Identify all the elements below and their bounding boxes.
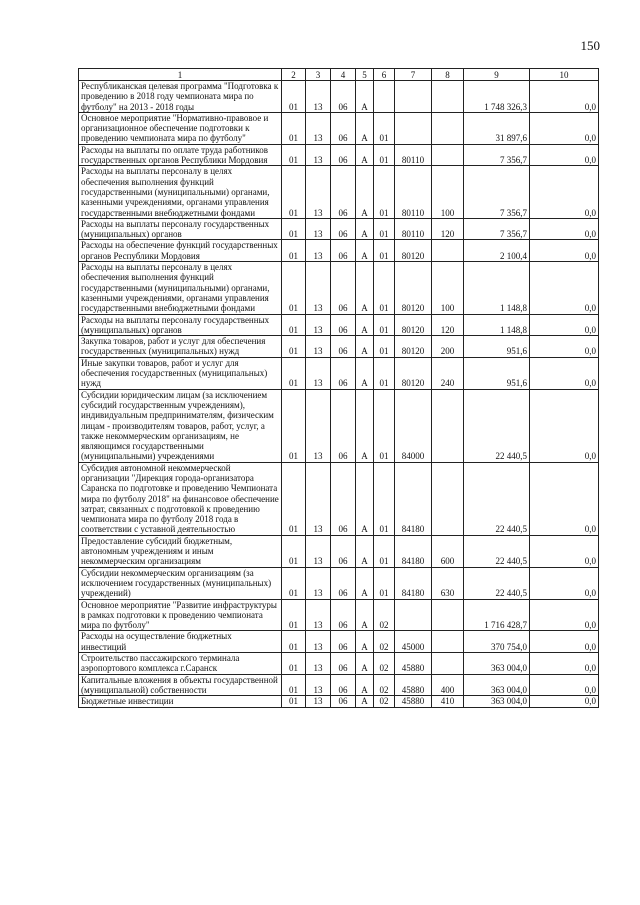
expense-type-cell: 200: [432, 336, 464, 358]
program-code-cell: 06: [331, 144, 356, 166]
column-header: 5: [356, 69, 374, 81]
amount-cell: 0,0: [530, 567, 599, 599]
program-code-cell: 06: [331, 674, 356, 696]
subprogram-code-cell: А: [356, 144, 374, 166]
activity-code-cell: 01: [374, 535, 395, 567]
expense-type-cell: 400: [432, 674, 464, 696]
row-name-cell: Капитальные вложения в объекты государственной (муниципальной) собственности: [79, 674, 282, 696]
row-name-cell: Строительство пассажирского терминала аэропортового комплекса г.Саранск: [79, 653, 282, 675]
table-body: [79, 81, 599, 708]
activity-code-cell: 01: [374, 218, 395, 240]
row-name-cell: Субсидии некоммерческим организациям (за исключением государственных (муниципальных) учреждений): [79, 567, 282, 599]
direction-code-cell: 45880: [395, 696, 432, 707]
program-code-cell: 06: [331, 567, 356, 599]
amount-cell: 0,0: [530, 462, 599, 535]
amount-cell: 22 440,5: [464, 389, 530, 462]
amount-cell: 0,0: [530, 535, 599, 567]
section-code-cell: 01: [282, 462, 306, 535]
program-code-cell: 06: [331, 357, 356, 389]
row-name-cell: Расходы на осуществление бюджетных инвестиций: [79, 631, 282, 653]
subsection-code-cell: 13: [306, 112, 331, 144]
table-row: [79, 81, 599, 113]
row-name-cell: Расходы на выплаты по оплате труда работников государственных органов Республики Мордовия: [79, 144, 282, 166]
section-code-cell: 01: [282, 567, 306, 599]
direction-code-cell: 45880: [395, 674, 432, 696]
activity-code-cell: 01: [374, 314, 395, 336]
column-header: 9: [464, 69, 530, 81]
activity-code-cell: 02: [374, 631, 395, 653]
subsection-code-cell: 13: [306, 653, 331, 675]
program-code-cell: 06: [331, 166, 356, 218]
subsection-code-cell: 13: [306, 462, 331, 535]
section-code-cell: 01: [282, 631, 306, 653]
expense-type-cell: [432, 112, 464, 144]
table-row: [79, 599, 599, 631]
amount-cell: 363 004,0: [464, 674, 530, 696]
subprogram-code-cell: А: [356, 218, 374, 240]
program-code-cell: 06: [331, 535, 356, 567]
expense-type-cell: [432, 81, 464, 113]
expense-type-cell: [432, 653, 464, 675]
column-header: 7: [395, 69, 432, 81]
subsection-code-cell: 13: [306, 144, 331, 166]
table-row: [79, 653, 599, 675]
section-code-cell: 01: [282, 112, 306, 144]
row-name-cell: Расходы на выплаты персоналу в целях обеспечения выполнения функций государственными (муниципальными) органами, казенными учреждениями, органами управления государственными внебюджетными фондами: [79, 166, 282, 218]
expense-type-cell: 240: [432, 357, 464, 389]
amount-cell: 0,0: [530, 631, 599, 653]
subsection-code-cell: 13: [306, 631, 331, 653]
activity-code-cell: 02: [374, 599, 395, 631]
program-code-cell: 06: [331, 112, 356, 144]
subsection-code-cell: 13: [306, 314, 331, 336]
table-row: [79, 567, 599, 599]
table-row: [79, 112, 599, 144]
subsection-code-cell: 13: [306, 357, 331, 389]
subsection-code-cell: 13: [306, 218, 331, 240]
table-row: [79, 535, 599, 567]
program-code-cell: 06: [331, 389, 356, 462]
direction-code-cell: 80120: [395, 357, 432, 389]
program-code-cell: 06: [331, 81, 356, 113]
amount-cell: 7 356,7: [464, 144, 530, 166]
direction-code-cell: [395, 112, 432, 144]
program-code-cell: 06: [331, 336, 356, 358]
activity-code-cell: 01: [374, 336, 395, 358]
amount-cell: 22 440,5: [464, 462, 530, 535]
program-code-cell: 06: [331, 240, 356, 262]
direction-code-cell: 80110: [395, 144, 432, 166]
subsection-code-cell: 13: [306, 262, 331, 314]
row-name-cell: Расходы на выплаты персоналу государственных (муниципальных) органов: [79, 314, 282, 336]
amount-cell: 0,0: [530, 674, 599, 696]
subprogram-code-cell: А: [356, 166, 374, 218]
section-code-cell: 01: [282, 218, 306, 240]
header-row: [79, 69, 599, 81]
activity-code-cell: 02: [374, 653, 395, 675]
table-row: [79, 314, 599, 336]
amount-cell: 22 440,5: [464, 567, 530, 599]
direction-code-cell: 84000: [395, 389, 432, 462]
amount-cell: 7 356,7: [464, 218, 530, 240]
subprogram-code-cell: А: [356, 262, 374, 314]
amount-cell: 0,0: [530, 314, 599, 336]
activity-code-cell: 01: [374, 112, 395, 144]
subprogram-code-cell: А: [356, 240, 374, 262]
row-name-cell: Субсидия автономной некоммерческой организации "Дирекция города-организатора Саранска по подготовке и проведению Чемпионата мира по футболу 2018" на финансовое обеспечение затрат, связанных с подготовкой к проведению чемпионата мира по футболу 2018 года в соответствии с уставной деятельностью: [79, 462, 282, 535]
section-code-cell: 01: [282, 357, 306, 389]
row-name-cell: Расходы на обеспечение функций государственных органов Республики Мордовия: [79, 240, 282, 262]
amount-cell: 7 356,7: [464, 166, 530, 218]
direction-code-cell: 80120: [395, 240, 432, 262]
section-code-cell: 01: [282, 674, 306, 696]
expense-type-cell: 100: [432, 262, 464, 314]
table-row: [79, 631, 599, 653]
row-name-cell: Закупка товаров, работ и услуг для обеспечения государственных (муниципальных) нужд: [79, 336, 282, 358]
table-row: [79, 696, 599, 707]
program-code-cell: 06: [331, 462, 356, 535]
table-row: [79, 336, 599, 358]
amount-cell: 2 100,4: [464, 240, 530, 262]
amount-cell: 0,0: [530, 144, 599, 166]
section-code-cell: 01: [282, 262, 306, 314]
subsection-code-cell: 13: [306, 336, 331, 358]
direction-code-cell: 45880: [395, 653, 432, 675]
direction-code-cell: 80120: [395, 262, 432, 314]
subprogram-code-cell: А: [356, 599, 374, 631]
activity-code-cell: [374, 81, 395, 113]
program-code-cell: 06: [331, 262, 356, 314]
subsection-code-cell: 13: [306, 166, 331, 218]
section-code-cell: 01: [282, 389, 306, 462]
subprogram-code-cell: А: [356, 357, 374, 389]
subprogram-code-cell: А: [356, 631, 374, 653]
activity-code-cell: 01: [374, 166, 395, 218]
expense-type-cell: [432, 631, 464, 653]
amount-cell: 0,0: [530, 81, 599, 113]
expense-type-cell: [432, 462, 464, 535]
subprogram-code-cell: А: [356, 81, 374, 113]
column-header: 6: [374, 69, 395, 81]
expense-type-cell: 100: [432, 166, 464, 218]
subprogram-code-cell: А: [356, 696, 374, 707]
expense-type-cell: [432, 389, 464, 462]
amount-cell: 370 754,0: [464, 631, 530, 653]
amount-cell: 363 004,0: [464, 653, 530, 675]
activity-code-cell: 01: [374, 567, 395, 599]
subprogram-code-cell: А: [356, 314, 374, 336]
row-name-cell: Субсидии юридическим лицам (за исключением субсидий государственным учреждениям), индивидуальным предпринимателям, физическим лицам - производителям товаров, работ, услуг, а также некоммерческим организациям, не являющимся государственными (муниципальными) учреждениями: [79, 389, 282, 462]
table-row: [79, 144, 599, 166]
activity-code-cell: 02: [374, 696, 395, 707]
program-code-cell: 06: [331, 696, 356, 707]
direction-code-cell: 84180: [395, 567, 432, 599]
direction-code-cell: 80120: [395, 314, 432, 336]
program-code-cell: 06: [331, 631, 356, 653]
expense-type-cell: [432, 599, 464, 631]
section-code-cell: 01: [282, 696, 306, 707]
table-row: [79, 389, 599, 462]
subprogram-code-cell: А: [356, 462, 374, 535]
direction-code-cell: [395, 599, 432, 631]
column-header: 3: [306, 69, 331, 81]
activity-code-cell: 02: [374, 674, 395, 696]
program-code-cell: 06: [331, 599, 356, 631]
table-row: [79, 357, 599, 389]
table-row: [79, 240, 599, 262]
program-code-cell: 06: [331, 653, 356, 675]
activity-code-cell: 01: [374, 389, 395, 462]
activity-code-cell: 01: [374, 462, 395, 535]
column-header: 2: [282, 69, 306, 81]
row-name-cell: Бюджетные инвестиции: [79, 696, 282, 707]
section-code-cell: 01: [282, 144, 306, 166]
amount-cell: 0,0: [530, 357, 599, 389]
row-name-cell: Расходы на выплаты персоналу в целях обеспечения выполнения функций государственными (муниципальными) органами, казенными учреждениями, органами управления государственными внебюджетными фондами: [79, 262, 282, 314]
subsection-code-cell: 13: [306, 599, 331, 631]
amount-cell: 0,0: [530, 389, 599, 462]
amount-cell: 0,0: [530, 166, 599, 218]
direction-code-cell: 45000: [395, 631, 432, 653]
row-name-cell: Иные закупки товаров, работ и услуг для обеспечения государственных (муниципальных) нужд: [79, 357, 282, 389]
table-row: [79, 674, 599, 696]
amount-cell: 0,0: [530, 112, 599, 144]
expense-type-cell: 120: [432, 218, 464, 240]
amount-cell: 951,6: [464, 336, 530, 358]
column-header: 10: [530, 69, 599, 81]
direction-code-cell: 80110: [395, 218, 432, 240]
program-code-cell: 06: [331, 314, 356, 336]
expense-type-cell: 600: [432, 535, 464, 567]
expense-type-cell: 630: [432, 567, 464, 599]
section-code-cell: 01: [282, 240, 306, 262]
expense-type-cell: [432, 144, 464, 166]
amount-cell: 0,0: [530, 218, 599, 240]
section-code-cell: 01: [282, 653, 306, 675]
table-row: [79, 262, 599, 314]
amount-cell: 0,0: [530, 262, 599, 314]
amount-cell: 0,0: [530, 696, 599, 707]
row-name-cell: Предоставление субсидий бюджетным, автономным учреждениям и иным некоммерческим организациям: [79, 535, 282, 567]
subprogram-code-cell: А: [356, 336, 374, 358]
section-code-cell: 01: [282, 314, 306, 336]
subprogram-code-cell: А: [356, 535, 374, 567]
page-number: 150: [580, 38, 600, 53]
amount-cell: 1 148,8: [464, 262, 530, 314]
subsection-code-cell: 13: [306, 81, 331, 113]
amount-cell: 363 004,0: [464, 696, 530, 707]
amount-cell: 0,0: [530, 240, 599, 262]
row-name-cell: Республиканская целевая программа "Подготовка к проведению в 2018 году чемпионата мира по футболу" на 2013 - 2018 годы: [79, 81, 282, 113]
direction-code-cell: 84180: [395, 462, 432, 535]
section-code-cell: 01: [282, 81, 306, 113]
subprogram-code-cell: А: [356, 653, 374, 675]
column-header: 4: [331, 69, 356, 81]
direction-code-cell: 80110: [395, 166, 432, 218]
amount-cell: 1 748 326,3: [464, 81, 530, 113]
table-row: [79, 166, 599, 218]
direction-code-cell: [395, 81, 432, 113]
column-header: 1: [79, 69, 282, 81]
table-row: [79, 218, 599, 240]
budget-table: [78, 68, 599, 708]
subsection-code-cell: 13: [306, 567, 331, 599]
subprogram-code-cell: А: [356, 674, 374, 696]
direction-code-cell: 84180: [395, 535, 432, 567]
row-name-cell: Основное мероприятие "Нормативно-правовое и организационное обеспечение подготовки к проведению чемпионата мира по футболу": [79, 112, 282, 144]
column-header: 8: [432, 69, 464, 81]
amount-cell: 1 148,8: [464, 314, 530, 336]
amount-cell: 22 440,5: [464, 535, 530, 567]
section-code-cell: 01: [282, 535, 306, 567]
amount-cell: 0,0: [530, 653, 599, 675]
amount-cell: 951,6: [464, 357, 530, 389]
activity-code-cell: 01: [374, 262, 395, 314]
subprogram-code-cell: А: [356, 567, 374, 599]
amount-cell: 1 716 428,7: [464, 599, 530, 631]
subsection-code-cell: 13: [306, 674, 331, 696]
subprogram-code-cell: А: [356, 112, 374, 144]
table-row: [79, 462, 599, 535]
activity-code-cell: 01: [374, 240, 395, 262]
row-name-cell: Основное мероприятие "Развитие инфраструктуры в рамках подготовки к проведению чемпионата мира по футболу": [79, 599, 282, 631]
expense-type-cell: 120: [432, 314, 464, 336]
subsection-code-cell: 13: [306, 696, 331, 707]
section-code-cell: 01: [282, 336, 306, 358]
activity-code-cell: 01: [374, 357, 395, 389]
program-code-cell: 06: [331, 218, 356, 240]
subsection-code-cell: 13: [306, 389, 331, 462]
direction-code-cell: 80120: [395, 336, 432, 358]
expense-type-cell: 410: [432, 696, 464, 707]
section-code-cell: 01: [282, 166, 306, 218]
activity-code-cell: 01: [374, 144, 395, 166]
section-code-cell: 01: [282, 599, 306, 631]
row-name-cell: Расходы на выплаты персоналу государственных (муниципальных) органов: [79, 218, 282, 240]
subsection-code-cell: 13: [306, 535, 331, 567]
amount-cell: 0,0: [530, 336, 599, 358]
subsection-code-cell: 13: [306, 240, 331, 262]
amount-cell: 31 897,6: [464, 112, 530, 144]
amount-cell: 0,0: [530, 599, 599, 631]
subprogram-code-cell: А: [356, 389, 374, 462]
expense-type-cell: [432, 240, 464, 262]
